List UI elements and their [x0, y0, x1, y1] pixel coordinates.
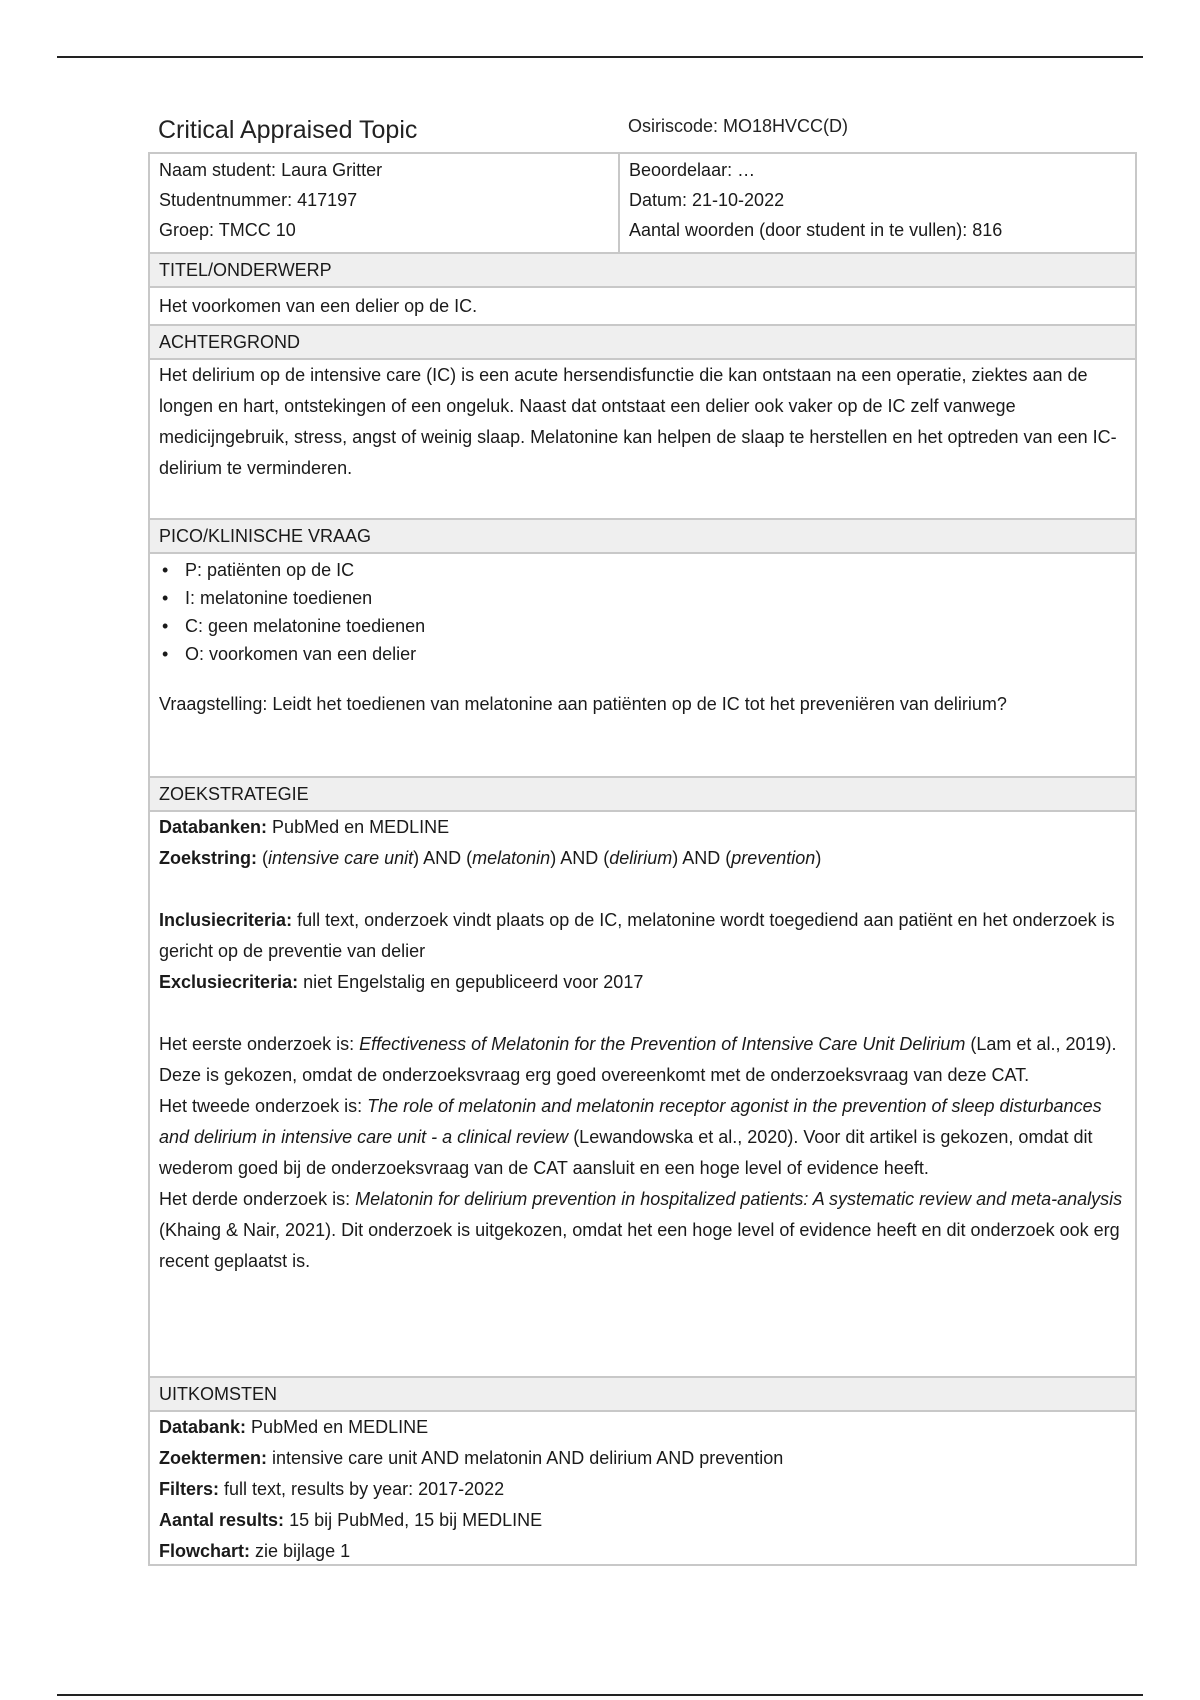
student-group: Groep: TMCC 10 [159, 220, 296, 240]
pico-item: • C: geen melatonine toedienen [159, 612, 1125, 640]
section-heading-strategy: ZOEKSTRATEGIE [150, 776, 1135, 812]
osiris-code: Osiriscode: MO18HVCC(D) [628, 116, 849, 136]
section-body-results [159, 1412, 1125, 1567]
student-number: Studentnummer: 417197 [159, 190, 358, 210]
clinical-question: Vraagstelling: Leidt het toedienen van melatonine aan patiënten op de IC tot het preveniëren van delirium? [159, 694, 1007, 714]
meta-left [150, 154, 620, 254]
exclusion-label: Exclusiecriteria: [159, 972, 299, 992]
section-body-title [159, 291, 1125, 322]
study-1: Het eerste onderzoek is: Effectiveness of Melatonin for the Prevention of Intensive Care Unit Delirium (Lam et al., 2019). Deze is gekozen, omdat de onderzoeksvraag erg goed overeenkomt met de onderzoeksvraag van deze CAT. [159, 1034, 1117, 1085]
results-row: Aantal results: 15 bij PubMed, 15 bij MEDLINE [159, 1510, 543, 1530]
inclusion-label: Inclusiecriteria: [159, 910, 293, 930]
section-body-strategy [159, 812, 1125, 1277]
document-title: Critical Appraised Topic [158, 116, 418, 144]
study-2-title: The role of melatonin and melatonin receptor agonist in the prevention of sleep disturbances and delirium in intensive care unit - a clinical review [159, 1096, 1102, 1147]
section-heading-title: TITEL/ONDERWERP [150, 252, 1135, 288]
search-term: delirium [609, 848, 673, 868]
document-header [158, 112, 1140, 152]
section-heading-background: ACHTERGROND [150, 324, 1135, 360]
study-1-title: Effectiveness of Melatonin for the Prevention of Intensive Care Unit Delirium [359, 1034, 966, 1054]
meta-right [620, 154, 1135, 254]
results-row: Flowchart: zie bijlage 1 [159, 1541, 351, 1561]
inclusion-line [159, 905, 1125, 967]
search-term: prevention [731, 848, 816, 868]
topic-text: Het voorkomen van een delier op de IC. [159, 296, 478, 316]
study-3-title: Melatonin for delirium prevention in hospitalized patients: A systematic review and meta-analysis [355, 1189, 1123, 1209]
meta-block [150, 154, 1135, 256]
inclusion-value: full text, onderzoek vindt plaats op de IC, melatonine wordt toegediend aan patiënt en het onderzoek is gericht op de preventie van delier [159, 910, 1115, 961]
study-2: Het tweede onderzoek is: The role of melatonin and melatonin receptor agonist in the prevention of sleep disturbances and delirium in intensive care unit - a clinical review (Lewandowska et al., 2020). Voor dit artikel is gekozen, omdat dit wederom goed bij de onderzoeksvraag van de CAT aansluit en een hoge level of evidence heeft. [159, 1096, 1102, 1178]
study-3: Het derde onderzoek is: Melatonin for delirium prevention in hospitalized patients: A systematic review and meta-analysis (Khaing & Nair, 2021). Dit onderzoek is uitgekozen, omdat het een hoge level of evidence heeft en dit onderzoek ook erg recent geplaatst is. [159, 1189, 1123, 1271]
date: Datum: 21-10-2022 [629, 190, 785, 210]
background-text: Het delirium op de intensive care (IC) is een acute hersendisfunctie die kan ontstaan na een operatie, ziektes aan de longen en hart, ontstekingen of een ongeluk. Naast dat ontstaat een delier ook vaker op de IC zelf vanwege medicijngebruik, stress, angst of weinig slaap. Melatonine kan helpen de slaap te herstellen en het optreden van een IC-delirium te verminderen. [159, 365, 1117, 478]
word-count: Aantal woorden (door student in te vullen): 816 [629, 220, 1003, 240]
assessor: Beoordelaar: … [629, 160, 756, 180]
pico-list [159, 556, 1125, 668]
bottom-rule [57, 1694, 1143, 1696]
results-row: Zoektermen: intensive care unit AND melatonin AND delirium AND prevention [159, 1448, 784, 1468]
student-name: Naam student: Laura Gritter [159, 160, 383, 180]
top-rule [57, 56, 1143, 58]
exclusion-line [159, 967, 1125, 998]
section-heading-pico: PICO/KLINISCHE VRAAG [150, 518, 1135, 554]
search-term: intensive care unit [268, 848, 414, 868]
search-term: melatonin [472, 848, 551, 868]
databases-value: PubMed en MEDLINE [272, 817, 450, 837]
databases-label: Databanken: [159, 817, 268, 837]
searchstring-line: Zoekstring: (intensive care unit) AND (melatonin) AND (delirium) AND (prevention) [159, 848, 822, 868]
pico-item: • P: patiënten op de IC [159, 556, 1125, 584]
section-body-background [159, 360, 1125, 484]
results-row: Databank: PubMed en MEDLINE [159, 1417, 429, 1437]
section-body-pico [159, 556, 1125, 718]
databases-line [159, 812, 1125, 843]
pico-item: • O: voorkomen van een delier [159, 640, 1125, 668]
pico-item: • I: melatonine toedienen [159, 584, 1125, 612]
searchstring-label: Zoekstring: [159, 848, 258, 868]
section-heading-results: UITKOMSTEN [150, 1376, 1135, 1412]
cat-form [148, 152, 1137, 1566]
exclusion-value: niet Engelstalig en gepubliceerd voor 2017 [303, 972, 644, 992]
results-row: Filters: full text, results by year: 2017-2022 [159, 1479, 505, 1499]
